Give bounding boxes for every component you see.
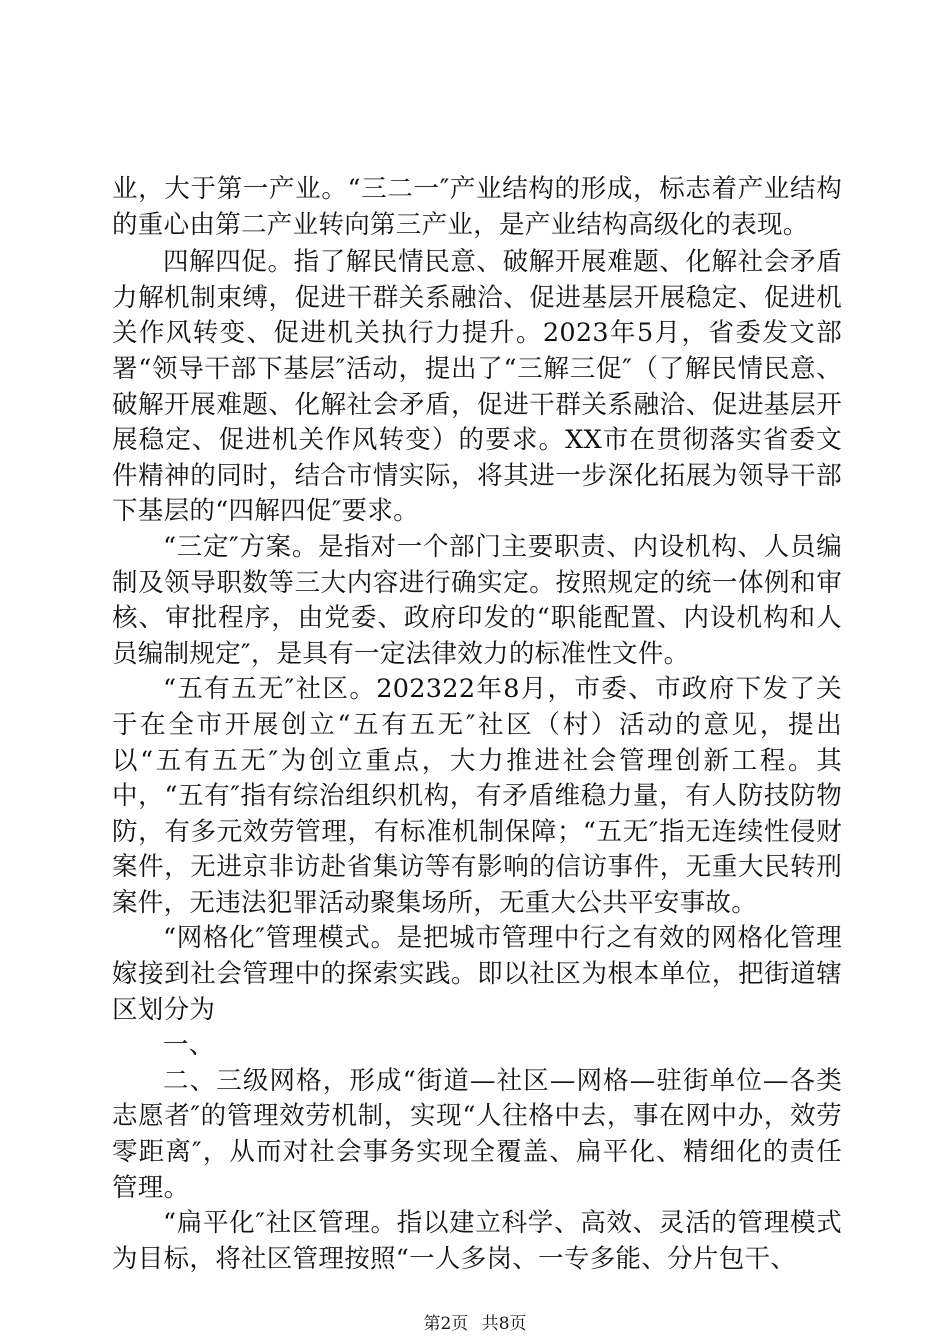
paragraph-flat-management: “扁平化″社区管理。指以建立科学、高效、灵活的管理模式为目标，将社区管理按照“一人多岗、一专多能、分片包干、 (112, 1208, 842, 1274)
paragraph-list-marker: 一、 (163, 1030, 215, 1061)
document-body (112, 172, 842, 1277)
paragraph-four-understandings: 四解四促。指了解民情民意、破解开展难题、化解社会矛盾力解机制束缚，促进干群关系融洽、促进基层开展稳定、促进机关作风转变、促进机关执行力提升。2023年5月，省委发文部署“领导干部下基层″活动，提出了“三解三促″（了解民情民意、破解开展难题、化解社会矛盾，促进干群关系融洽、促进基层开展稳定、促进机关作风转变）的要求。XX市在贯彻落实省委文件精神的同时，结合市情实际，将其进一步深化拓展为领导干部下基层的“四解四促″要求。 (112, 247, 842, 527)
page-total: 共8页 (481, 1314, 527, 1334)
paragraph-three-determinations: “三定″方案。是指对一个部门主要职责、内设机构、人员编制及领导职数等三大内容进行确实定。按照规定的统一体例和审核、审批程序，由党委、政府印发的“职能配置、内设机构和人员编制规定″，是具有一定法律效力的标准性文件。 (112, 531, 842, 669)
paragraph-five-haves-five-nots: “五有五无″社区。202322年8月，市委、市政府下发了关于在全市开展创立“五有五无″社区（村）活动的意见，提出以“五有五无″为创立重点，大力推进社会管理创新工程。其中，“五有″指有综治组织机构，有矛盾维稳力量，有人防技防物防，有多元效劳管理，有标准机制保障；“五无″指无连续性侵财案件，无进京非访赴省集访等有影响的信访事件，无重大民转刑案件，无违法犯罪活动聚集场所，无重大公共平安事故。 (112, 674, 842, 918)
page-number: 第2页 (423, 1314, 469, 1334)
page-footer (0, 1314, 950, 1334)
paragraph-industry-structure: 业，大于第一产业。“三二一″产业结构的形成，标志着产业结构的重心由第二产业转向第三产业，是产业结构高级化的表现。 (112, 174, 842, 240)
paragraph-grid-levels: 二、三级网格，形成“街道—社区—网格—驻街单位—各类志愿者″的管理效劳机制，实现“人往格中去，事在网中办，效劳零距离″，从而对社会事务实现全覆盖、扁平化、精细化的责任管理。 (112, 1065, 842, 1203)
paragraph-grid-management: “网格化″管理模式。是把城市管理中行之有效的网格化管理嫁接到社会管理中的探索实践。即以社区为根本单位，把街道辖区划分为 (112, 923, 842, 1025)
